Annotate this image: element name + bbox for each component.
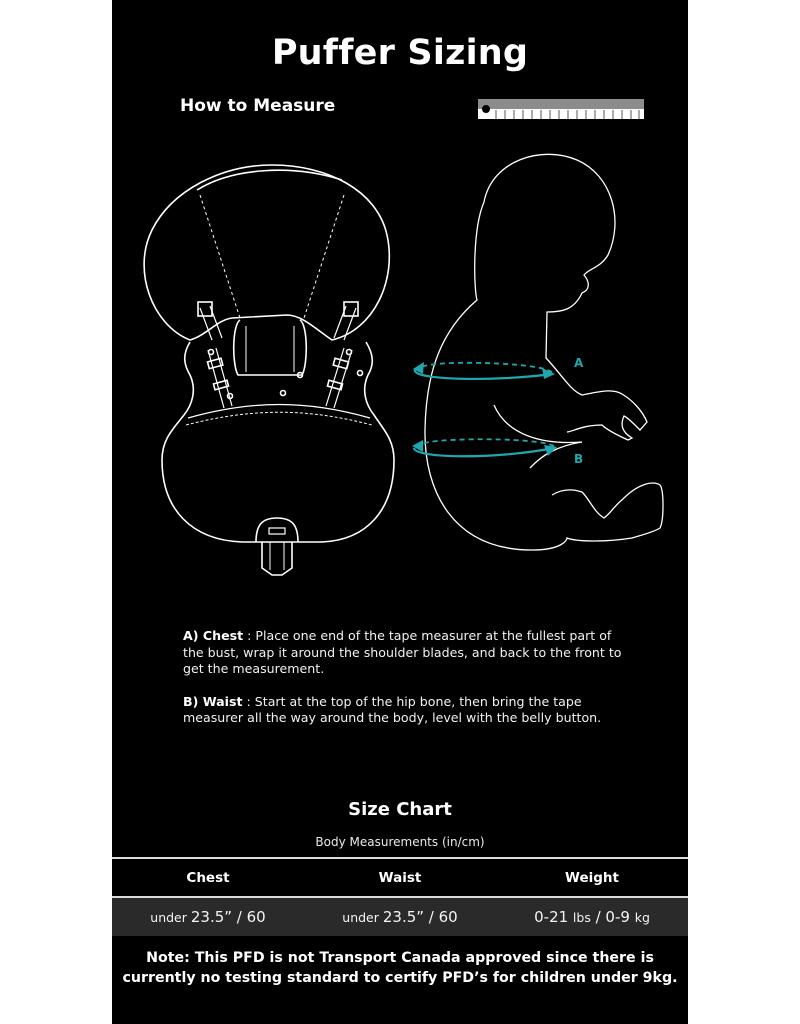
size-chart-subtitle: Body Measurements (in/cm) <box>315 835 485 849</box>
marker-b: B <box>574 452 584 466</box>
cell-weight <box>496 908 688 926</box>
approval-note: Note: This PFD is not Transport Canada approved since there is currently no testing standard to certify PFD’s for children under 9kg. <box>122 950 678 986</box>
instruction-chest-label: A) Chest <box>183 628 244 643</box>
column-header-weight: Weight <box>565 870 619 886</box>
how-to-measure-heading: How to Measure <box>180 96 336 116</box>
cell-chest <box>112 908 304 926</box>
instruction-waist-text: Start at the top of the hip bone, then bring the tape measurer all the way around the body, level with the belly button. <box>183 693 602 725</box>
pfd-illustration <box>144 165 394 575</box>
cell-value: 23.5” / 60 <box>382 908 458 926</box>
column-header-chest: Chest <box>186 870 230 886</box>
page-title: Puffer Sizing <box>271 33 529 73</box>
instruction-chest <box>183 628 623 678</box>
weight-lbs-value: 0-21 <box>534 908 573 926</box>
weight-kg-value: / 0-9 <box>590 908 635 926</box>
measure-instructions <box>183 628 623 743</box>
cell-prefix: under <box>150 910 191 925</box>
separator: : <box>242 693 255 709</box>
cell-waist <box>304 908 496 926</box>
size-chart-title: Size Chart <box>348 799 452 820</box>
marker-a: A <box>574 356 584 370</box>
tape-measure-icon <box>478 99 644 119</box>
cell-prefix: under <box>342 910 383 925</box>
instruction-chest-text: Place one end of the tape measurer at the fullest part of the bust, wrap it around the shoulder blades, and back to the front to get the measurement. <box>183 628 622 676</box>
table-row <box>112 898 688 936</box>
sizing-panel <box>112 0 688 1024</box>
column-header-waist: Waist <box>378 870 422 886</box>
weight-lbs-unit: lbs <box>572 910 591 925</box>
size-table-header <box>112 859 688 897</box>
cell-value: 23.5” / 60 <box>190 908 266 926</box>
measurement-illustrations <box>112 150 688 600</box>
weight-kg-unit: kg <box>634 910 650 925</box>
separator: : <box>243 628 256 643</box>
instruction-waist <box>183 694 623 727</box>
baby-illustration <box>425 154 663 550</box>
measure-ring-a <box>413 362 555 379</box>
instruction-waist-label: B) Waist <box>183 693 243 709</box>
measure-ring-b <box>412 439 557 456</box>
